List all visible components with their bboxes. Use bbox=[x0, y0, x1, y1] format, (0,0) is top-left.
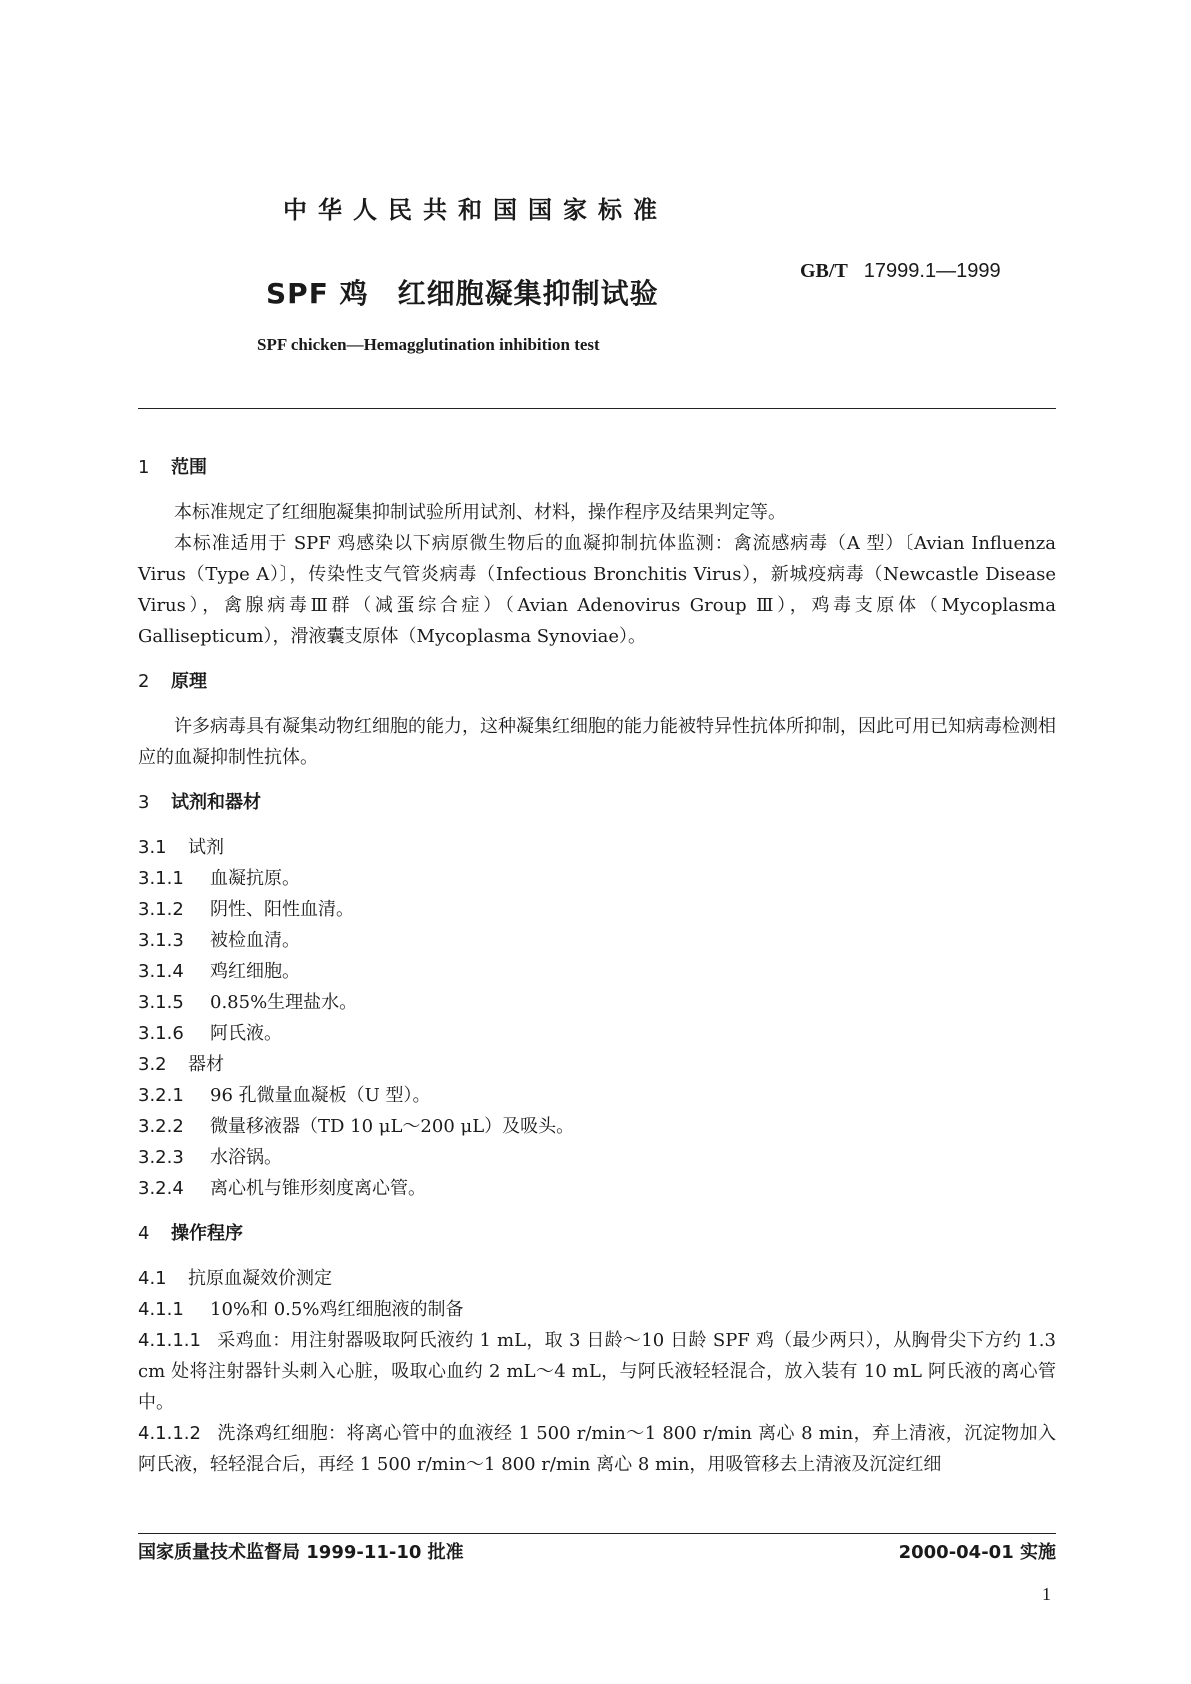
list-item bbox=[138, 1325, 1056, 1418]
item-text: 离心机与锥形刻度离心管。 bbox=[210, 1178, 426, 1199]
list-item bbox=[138, 1142, 1056, 1173]
item-number: 4.1.1 bbox=[138, 1299, 184, 1320]
list-item bbox=[138, 1111, 1056, 1142]
item-text: 洗涤鸡红细胞：将离心管中的血液经 1 500 r/min～1 800 r/min 离心 8 min，弃上清液，沉淀物加入阿氏液，轻轻混合后，再经 1 500 r/min～1 800 r/min 离心 8 min，用吸管移去上清液及沉淀红细 bbox=[138, 1423, 1056, 1475]
item-number: 3.1.5 bbox=[138, 992, 184, 1013]
item-text: 10%和 0.5%鸡红细胞液的制备 bbox=[210, 1299, 464, 1320]
item-text: 血凝抗原。 bbox=[210, 868, 300, 889]
section-title: 范围 bbox=[171, 457, 207, 478]
paragraph: 本标准规定了红细胞凝集抑制试验所用试剂、材料，操作程序及结果判定等。 bbox=[174, 502, 786, 523]
item-text: 阿氏液。 bbox=[210, 1023, 282, 1044]
item-number: 3.2.2 bbox=[138, 1116, 184, 1137]
item-number: 3.1.4 bbox=[138, 961, 184, 982]
item-number: 4.1 bbox=[138, 1268, 167, 1289]
item-number: 3.2.3 bbox=[138, 1147, 184, 1168]
standard-prefix: GB/T bbox=[800, 260, 848, 282]
standard-code: 17999.1—1999 bbox=[863, 260, 1001, 282]
title-chinese: SPF 鸡 红细胞凝集抑制试验 bbox=[266, 277, 659, 310]
procedure-list bbox=[138, 1263, 1056, 1480]
list-item bbox=[138, 863, 1056, 894]
item-text: 抗原血凝效价测定 bbox=[188, 1268, 332, 1289]
list-item bbox=[138, 1263, 1056, 1294]
item-number: 4.1.1.1 bbox=[138, 1330, 201, 1351]
item-text: 被检血清。 bbox=[210, 930, 300, 951]
item-number: 3.2.4 bbox=[138, 1178, 184, 1199]
list-item bbox=[138, 925, 1056, 956]
standard-number bbox=[800, 260, 1001, 283]
item-text: 0.85%生理盐水。 bbox=[210, 992, 358, 1013]
list-item bbox=[138, 1418, 1056, 1480]
list-item bbox=[138, 956, 1056, 987]
header-divider bbox=[138, 408, 1056, 409]
title-english: SPF chicken—Hemagglutination inhibition test bbox=[257, 335, 600, 354]
paragraph: 许多病毒具有凝集动物红细胞的能力，这种凝集红细胞的能力能被特异性抗体所抑制，因此可用已知病毒检测相应的血凝抑制性抗体。 bbox=[138, 716, 1056, 768]
item-text: 阴性、阳性血清。 bbox=[210, 899, 354, 920]
section-title: 原理 bbox=[171, 671, 207, 692]
list-item bbox=[138, 1080, 1056, 1111]
paragraph: 本标准适用于 SPF 鸡感染以下病原微生物后的血凝抑制抗体监测：禽流感病毒（A 型）〔Avian Influenza Virus（Type A）〕，传染性支气管炎病毒（Infectious Bronchitis Virus），新城疫病毒（Newcastle Disease Virus），禽腺病毒Ⅲ群（减蛋综合症）（Avian Adenovirus Group Ⅲ），鸡毒支原体（Mycoplasma Gallisepticum），滑液囊支原体（Mycoplasma Synoviae）。 bbox=[138, 533, 1056, 647]
item-text: 采鸡血：用注射器吸取阿氏液约 1 mL，取 3 日龄～10 日龄 SPF 鸡（最少两只），从胸骨尖下方约 1.3 cm 处将注射器针头刺入心脏，吸取心血约 2 mL～4 mL，与阿氏液轻轻混合，放入装有 10 mL 阿氏液的离心管中。 bbox=[138, 1330, 1056, 1413]
item-number: 3.1.1 bbox=[138, 868, 184, 889]
section-heading-reagents bbox=[138, 787, 1056, 818]
section-heading-procedure bbox=[138, 1218, 1056, 1249]
footer-divider bbox=[138, 1533, 1056, 1534]
item-text: 鸡红细胞。 bbox=[210, 961, 300, 982]
section-title: 操作程序 bbox=[171, 1223, 243, 1244]
item-text: 器材 bbox=[188, 1054, 224, 1075]
list-item bbox=[138, 1173, 1056, 1204]
item-text: 试剂 bbox=[188, 837, 224, 858]
national-standard-label: 中华人民共和国国家标准 bbox=[283, 196, 668, 224]
item-number: 3.2 bbox=[138, 1054, 167, 1075]
item-text: 水浴锅。 bbox=[210, 1147, 282, 1168]
reagent-list bbox=[138, 832, 1056, 1204]
approval-date: 国家质量技术监督局 1999-11-10 批准 bbox=[138, 1542, 464, 1563]
item-number: 3.2.1 bbox=[138, 1085, 184, 1106]
section-number: 3 bbox=[138, 792, 150, 813]
section-number: 2 bbox=[138, 671, 150, 692]
section-number: 4 bbox=[138, 1223, 150, 1244]
section-heading-scope bbox=[138, 452, 1056, 483]
list-item bbox=[138, 987, 1056, 1018]
page-number: 1 bbox=[1042, 1584, 1051, 1604]
section-title: 试剂和器材 bbox=[171, 792, 261, 813]
list-item bbox=[138, 894, 1056, 925]
implementation-date: 2000-04-01 实施 bbox=[898, 1542, 1056, 1563]
list-item bbox=[138, 1018, 1056, 1049]
section-number: 1 bbox=[138, 457, 150, 478]
item-number: 3.1.2 bbox=[138, 899, 184, 920]
item-number: 3.1.3 bbox=[138, 930, 184, 951]
item-number: 3.1.6 bbox=[138, 1023, 184, 1044]
document-body bbox=[138, 452, 1056, 1480]
section-heading-principle bbox=[138, 666, 1056, 697]
list-item bbox=[138, 1294, 1056, 1325]
list-item bbox=[138, 832, 1056, 863]
item-number: 4.1.1.2 bbox=[138, 1423, 201, 1444]
item-text: 96 孔微量血凝板（U 型）。 bbox=[210, 1085, 431, 1106]
item-number: 3.1 bbox=[138, 837, 167, 858]
list-item bbox=[138, 1049, 1056, 1080]
item-text: 微量移液器（TD 10 μL～200 μL）及吸头。 bbox=[210, 1116, 575, 1137]
